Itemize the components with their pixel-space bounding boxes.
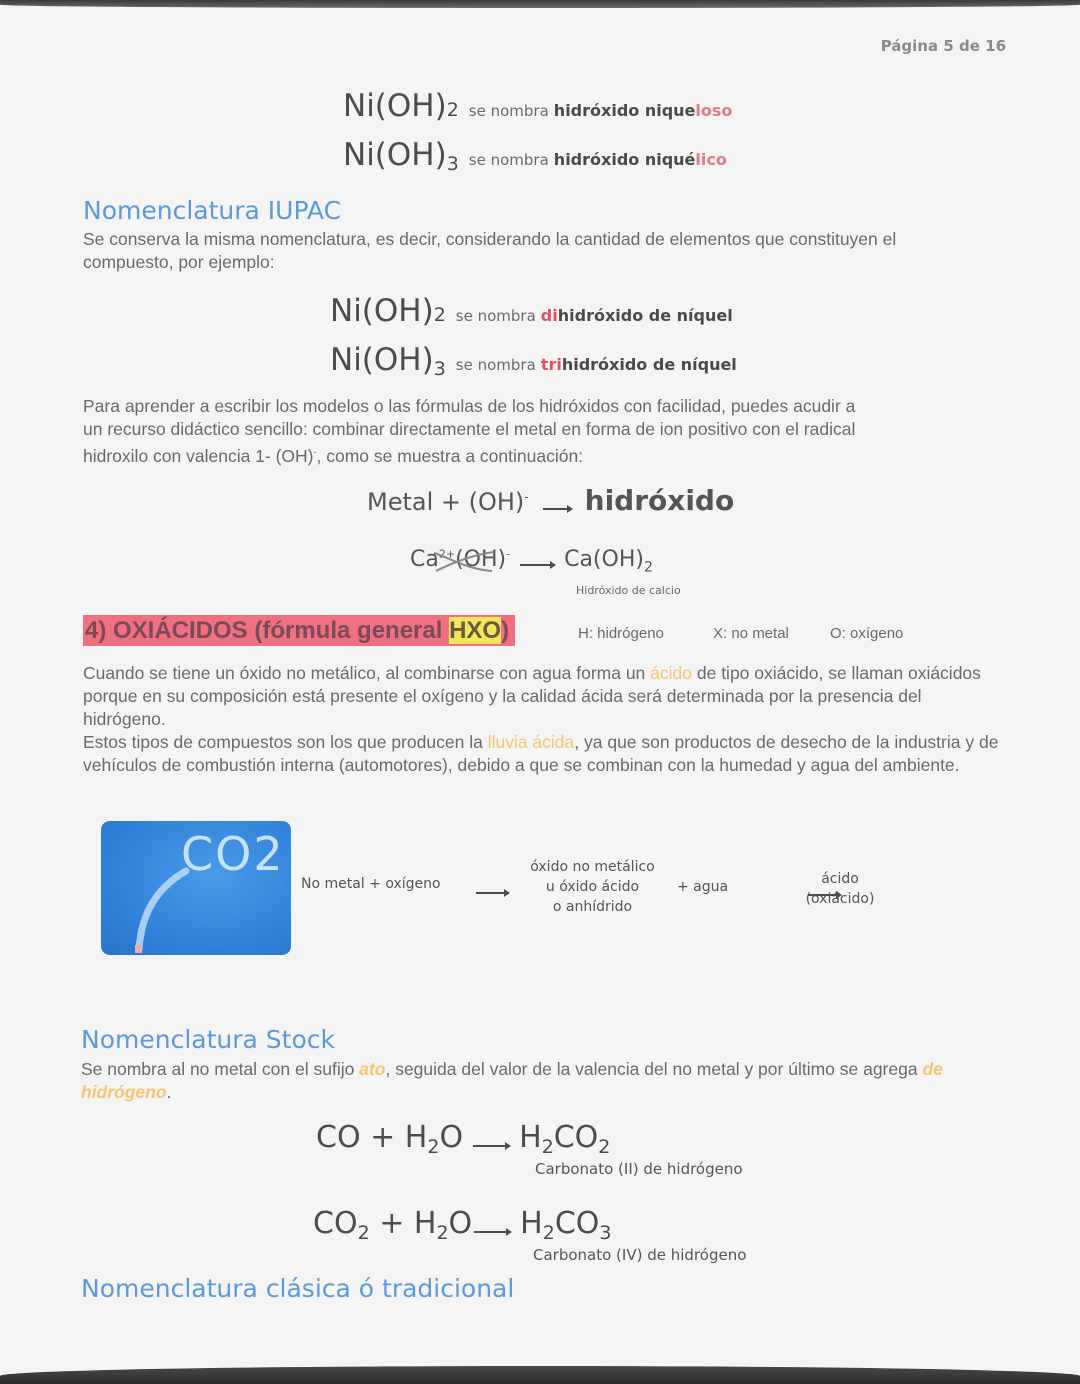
arrow-icon (473, 1145, 509, 1147)
formula: Ni(OH)2 (330, 293, 446, 329)
diagram-reactants: No metal + oxígeno (301, 876, 441, 892)
compound-name: dihidróxido de níquel (540, 306, 733, 325)
iupac-paragraph: Se conserva la misma nomenclatura, es decir, considerando la cantidad de elementos que constituyen el compuesto, por ejemplo: (83, 229, 897, 272)
calcium-hydroxide-caption: Hidróxido de calcio (576, 584, 681, 597)
co2-smoke-text: CO2 (181, 827, 285, 881)
iupac-heading: Nomenclatura IUPAC (83, 196, 342, 225)
compound-name: trihidróxido de níquel (540, 355, 737, 374)
classic-nomenclature-heading: Nomenclatura clásica ó tradicional (81, 1274, 515, 1303)
arrow-icon (474, 1231, 510, 1233)
diagram-plus-water: + agua (677, 879, 729, 895)
legend-x: X: no metal (713, 625, 789, 642)
oxiacidos-paragraph-1: Cuando se tiene un óxido no metálico, al combinarse con agua forma un ácido de tipo oxiácido, se llaman oxiácidos porque en su composición está presente el oxígeno y la calidad ácida será determinada por la presencia del hidrógeno. (83, 663, 981, 729)
stock-equation-2: $CO_2 + H_2O$ $H_2CO_3$ (313, 1206, 612, 1244)
example-ni-oh-3-traditional: $Ni(OH)_3$ se nombra hidróxido niquélico (343, 137, 727, 175)
page-edge-bottom (0, 1366, 1080, 1384)
legend-h: H: hidrógeno (578, 625, 664, 642)
cross-out-strokes (432, 549, 502, 575)
formula: $Ni(OH)_3$ (330, 342, 446, 380)
formula: $Ni(OH)_3$ (343, 137, 459, 175)
stock-paragraph: Se nombra al no metal con el sufijo ato, seguida del valor de la valencia del no metal y por último se agrega de hidrógeno. (81, 1059, 943, 1102)
compound-name: hidróxido niquélico (553, 150, 727, 169)
oxiacidos-section-title: 4) OXIÁCIDOS (fórmula general HXO) (83, 615, 515, 646)
stock-equation-1-caption: Carbonato (II) de hidrógeno (535, 1160, 743, 1178)
example-ni-oh-3-iupac: $Ni(OH)_3$ se nombra trihidróxido de níquel (330, 342, 737, 380)
legend-o: O: oxígeno (830, 625, 904, 642)
arrow-icon (476, 892, 508, 894)
example-ni-oh-2-traditional: Ni(OH)2 se nombra hidróxido niqueloso (343, 88, 733, 124)
formula: Ni(OH)2 (343, 88, 459, 124)
diagram-product: ácido (oxiácido) (805, 871, 875, 907)
stock-equation-1: CO + $H_2O$ $H_2CO_2$ (316, 1120, 611, 1158)
arrow-icon (543, 508, 571, 510)
stock-heading: Nomenclatura Stock (81, 1025, 335, 1054)
example-ni-oh-2-iupac: Ni(OH)2 se nombra dihidróxido de níquel (330, 293, 733, 329)
general-hydroxide-equation: Metal + (OH)- hidróxido (367, 484, 735, 517)
co2-smoke-image (101, 821, 291, 955)
compound-name: hidróxido niqueloso (553, 101, 733, 120)
page-edge-top (0, 0, 1080, 8)
models-paragraph: Para aprender a escribir los modelos o las fórmulas de los hidróxidos con facilidad, puedes acudir a un recurso didáctico sencillo: combinar directamente el metal en forma de ion positivo con el radical hidroxilo con valencia 1- (OH)-, como se muestra a continuación: (83, 396, 856, 466)
page-number: Página 5 de 16 (880, 37, 1006, 55)
oxiacidos-paragraph-2: Estos tipos de compuestos son los que producen la lluvia ácida, ya que son productos de desecho de la industria y de vehículos de combustión interna (automotores), debido a que se combinan con la humedad y agua del ambiente. (83, 732, 999, 775)
arrow-icon (520, 564, 554, 566)
calcium-hydroxide-equation: $Ca^{2+}(OH)^-$ $Ca(OH)_2$ (410, 547, 653, 576)
diagram-oxide: óxido no metálico u óxido ácido o anhídrido (530, 859, 655, 915)
stock-equation-2-caption: Carbonato (IV) de hidrógeno (533, 1246, 747, 1264)
